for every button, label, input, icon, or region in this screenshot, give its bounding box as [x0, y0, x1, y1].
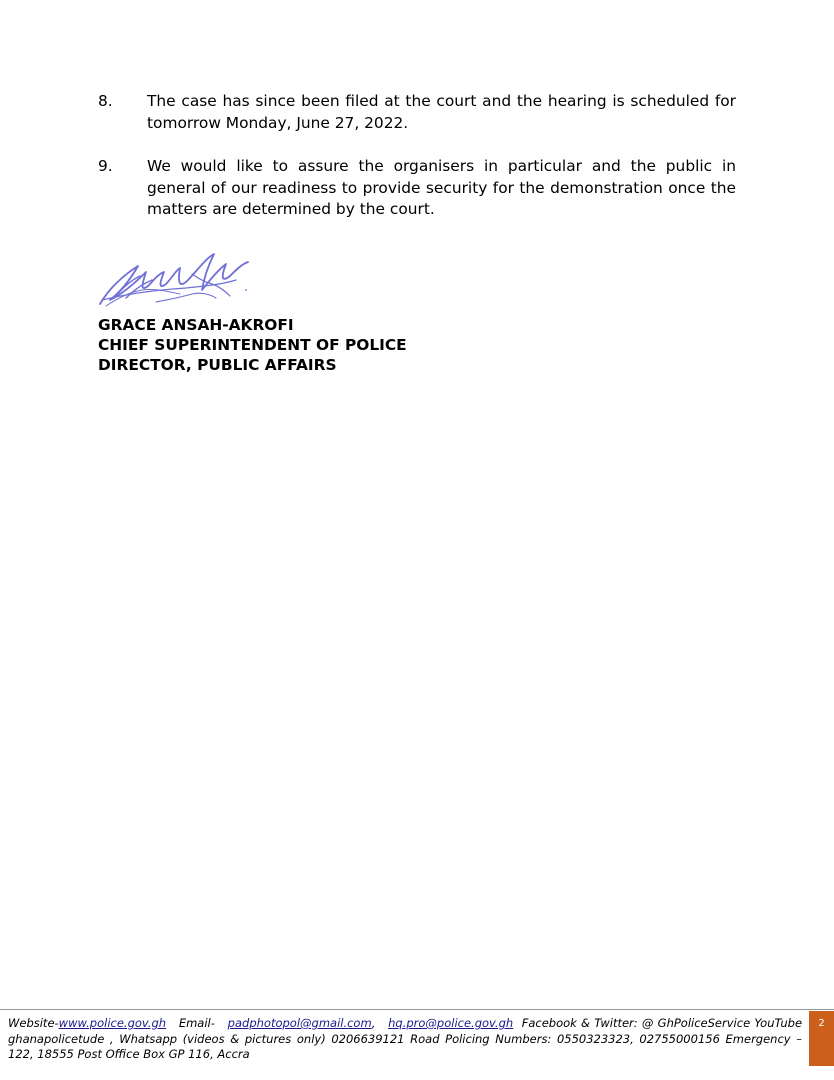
- website-link[interactable]: www.police.gov.gh: [58, 1016, 167, 1030]
- signatory-rank: CHIEF SUPERINTENDENT OF POLICE: [98, 336, 407, 354]
- footer-contact-details: Facebook & Twitter: @ GhPoliceService YouTube ghanapolicetude , Whatsapp (videos & pictures only) 0206639121 Road Policing Numbers: 0550323323, 02755000156 Emergency – 122, 18555 Post Office Box GP 116, Accra: [8, 1016, 803, 1061]
- paragraph-text: We would like to assure the organisers in particular and the public in general of our readiness to provide security for the demonstration once the matters are determined by the court.: [147, 157, 736, 218]
- email-label: Email-: [178, 1016, 215, 1030]
- paragraph-number: 9.: [98, 157, 113, 175]
- signatory-title: DIRECTOR, PUBLIC AFFAIRS: [98, 356, 337, 374]
- page-number: 2: [818, 1018, 825, 1029]
- signatory-name: GRACE ANSAH-AKROFI: [98, 316, 294, 334]
- handwritten-signature: [96, 250, 256, 312]
- email-link-padphotopol[interactable]: padphotopol@gmail.com: [227, 1016, 372, 1030]
- footer-divider: [0, 1009, 834, 1010]
- paragraph-number: 8.: [98, 92, 113, 110]
- signature-block: [98, 315, 407, 375]
- paragraph-9: [98, 156, 736, 221]
- footer-contact-info: [8, 1016, 802, 1063]
- website-label: Website-: [8, 1016, 59, 1030]
- email-link-hq-pro[interactable]: hq.pro@police.gov.gh: [388, 1016, 514, 1030]
- paragraph-text: The case has since been filed at the court and the hearing is scheduled for tomorrow Monday, June 27, 2022.: [147, 92, 736, 132]
- email-separator: ,: [371, 1016, 376, 1030]
- paragraph-8: [98, 91, 736, 134]
- page-number-badge: [809, 1011, 834, 1066]
